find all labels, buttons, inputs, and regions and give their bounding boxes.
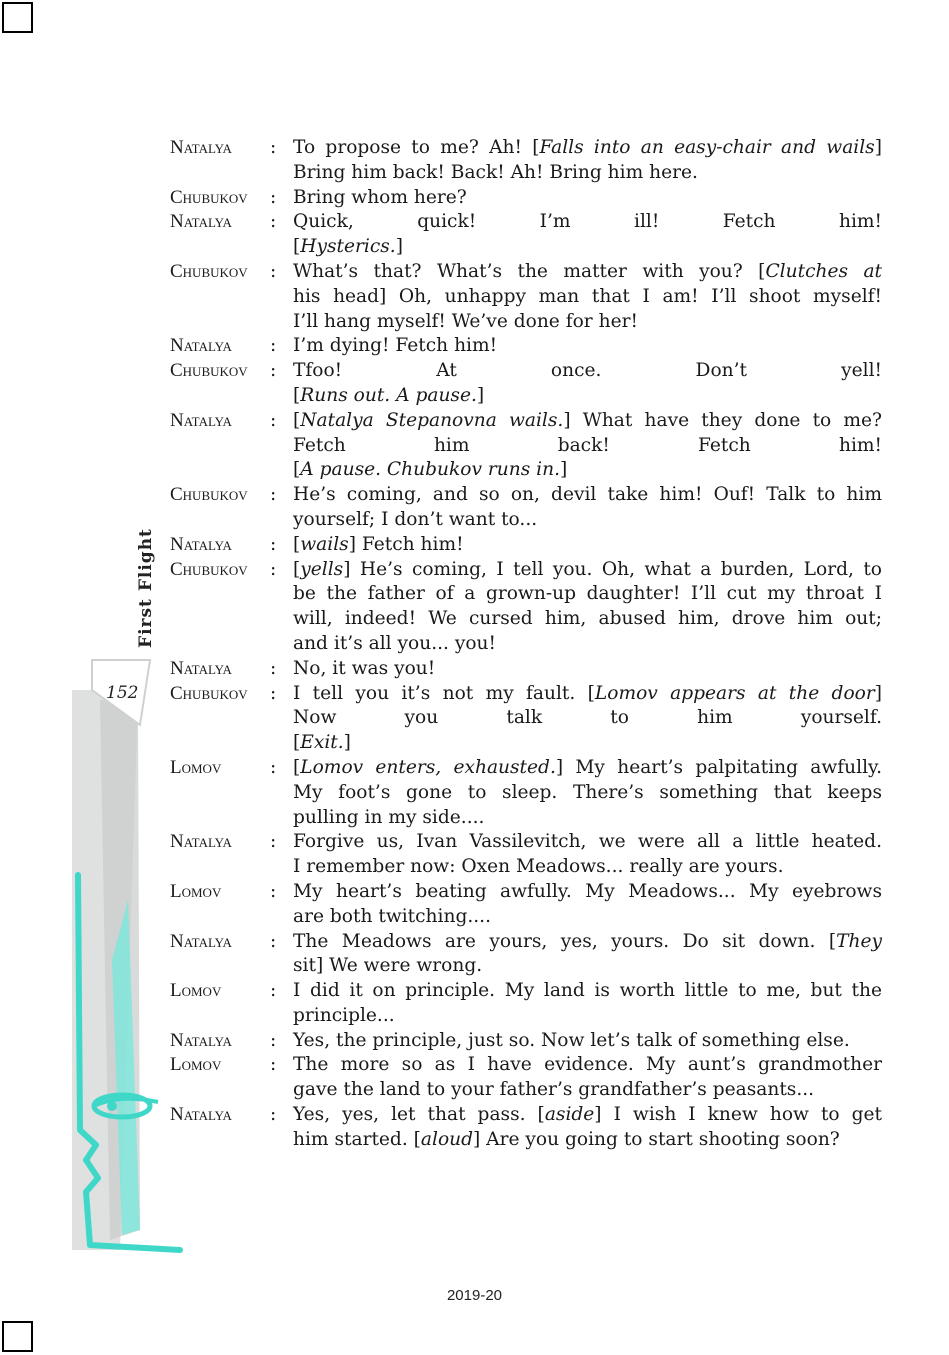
dialogue-line xyxy=(170,334,882,359)
dialogue-text: He’s coming, and so on, devil take him! Ouf! Talk to him xyxy=(293,484,882,506)
dialogue-text: I tell you it’s not my fault. [Lomov appears at the door] xyxy=(293,682,882,704)
dialogue-text: yourself; I don’t want to... xyxy=(293,508,538,530)
speaker-colon: : xyxy=(270,409,277,431)
speaker-colon: : xyxy=(270,682,277,704)
dialogue-line xyxy=(170,1029,882,1054)
speaker-colon: : xyxy=(270,360,277,382)
dialogue-text: I remember now: Oxen Meadows... really are yours. xyxy=(293,856,784,878)
dialogue-line xyxy=(170,632,882,657)
speaker-colon xyxy=(270,508,293,533)
side-title: First Flight xyxy=(136,528,156,648)
dialogue-text: What’s that? What’s the matter with you? [Clutches at xyxy=(293,260,883,282)
speaker-name: Natalya xyxy=(170,657,232,679)
dialogue-line xyxy=(170,409,882,434)
speaker-colon: : xyxy=(270,558,277,580)
speaker-colon xyxy=(270,632,293,657)
dialogue-line xyxy=(170,508,882,533)
dialogue-line xyxy=(170,483,882,508)
dialogue-text: [Hysterics.] xyxy=(293,236,403,258)
dialogue-line xyxy=(170,657,882,682)
dialogue-text: Bring him back! Back! Ah! Bring him here. xyxy=(293,161,698,183)
speaker-name xyxy=(170,582,270,607)
dialogue-text: I did it on principle. My land is worth little to me, but the xyxy=(293,980,882,1002)
dialogue-text: No, it was you! xyxy=(293,657,436,679)
speaker-name xyxy=(170,384,270,409)
speaker-name: Natalya xyxy=(170,930,232,952)
speaker-colon xyxy=(270,1078,293,1103)
speaker-name xyxy=(170,1128,270,1153)
speaker-colon xyxy=(270,905,293,930)
speaker-name xyxy=(170,806,270,831)
dialogue-line xyxy=(170,285,882,310)
dialogue-text: Bring whom here? xyxy=(293,186,467,208)
speaker-name xyxy=(170,161,270,186)
dialogue-text: pulling in my side.... xyxy=(293,806,485,828)
dialogue-text: The Meadows are yours, yes, yours. Do sit down. [They xyxy=(293,930,882,952)
dialogue-text: [A pause. Chubukov runs in.] xyxy=(293,459,568,481)
dialogue-line xyxy=(170,607,882,632)
dialogue-text: his head] Oh, unhappy man that I am! I’ll shoot myself! xyxy=(293,285,882,307)
speaker-colon xyxy=(270,582,293,607)
dialogue-line xyxy=(170,136,882,161)
speaker-name: Natalya xyxy=(170,211,232,233)
speaker-name: Chubukov xyxy=(170,484,248,506)
speaker-name xyxy=(170,1004,270,1029)
speaker-colon: : xyxy=(270,186,277,208)
dialogue-line xyxy=(170,781,882,806)
speaker-colon xyxy=(270,161,293,186)
speaker-name xyxy=(170,905,270,930)
dialogue-text: Now you talk to him yourself. xyxy=(293,707,882,729)
dialogue-text: My heart’s beating awfully. My Meadows... My eyebrows xyxy=(293,880,882,902)
dialogue-text: [Runs out. A pause.] xyxy=(293,384,485,406)
dialogue-line xyxy=(170,1078,882,1103)
speaker-name: Natalya xyxy=(170,533,232,555)
dialogue-line xyxy=(170,706,882,731)
speaker-colon xyxy=(270,706,293,731)
speaker-colon: : xyxy=(270,260,277,282)
speaker-colon xyxy=(270,781,293,806)
speaker-name xyxy=(170,434,270,459)
dialogue-text: principle... xyxy=(293,1004,395,1026)
dialogue-text: My foot’s gone to sleep. There’s something that keeps xyxy=(293,781,882,803)
speaker-name xyxy=(170,285,270,310)
speaker-name: Chubukov xyxy=(170,360,248,382)
speaker-name xyxy=(170,1078,270,1103)
dialogue-text: To propose to me? Ah! [Falls into an easy-chair and wails] xyxy=(293,137,882,158)
speaker-name xyxy=(170,855,270,880)
speaker-name xyxy=(170,607,270,632)
speaker-name xyxy=(170,706,270,731)
speaker-colon: : xyxy=(270,1104,277,1126)
dialogue-line xyxy=(170,731,882,756)
dialogue-line xyxy=(170,930,882,955)
speaker-colon: : xyxy=(270,880,277,902)
speaker-colon: : xyxy=(270,657,277,679)
speaker-colon: : xyxy=(270,484,277,506)
dialogue-line xyxy=(170,434,882,459)
speaker-name: Lomov xyxy=(170,980,222,1002)
dialogue-text: [Lomov enters, exhausted.] My heart’s palpitating awfully. xyxy=(293,756,882,778)
dialogue-line xyxy=(170,954,882,979)
dialogue-line xyxy=(170,458,882,483)
dialogue-text: him started. [aloud] Are you going to start shooting soon? xyxy=(293,1128,840,1150)
speaker-colon: : xyxy=(270,756,277,778)
speaker-colon xyxy=(270,1128,293,1153)
dialogue-text: Fetch him back! Fetch him! xyxy=(293,434,882,456)
dialogue-line xyxy=(170,855,882,880)
speaker-colon: : xyxy=(270,980,277,1002)
dialogue-line xyxy=(170,979,882,1004)
dialogue-line xyxy=(170,1128,882,1153)
dialogue-line xyxy=(170,1053,882,1078)
footer-year: 2019-20 xyxy=(446,1287,503,1304)
speaker-colon xyxy=(270,607,293,632)
dialogue-line xyxy=(170,235,882,260)
dialogue-line xyxy=(170,384,882,409)
dialogue-line xyxy=(170,756,882,781)
speaker-name xyxy=(170,954,270,979)
dialogue-line xyxy=(170,1103,882,1128)
dialogue-text: [wails] Fetch him! xyxy=(293,533,464,555)
speaker-colon: : xyxy=(270,1029,277,1051)
dialogue-text: Forgive us, Ivan Vassilevitch, we were all a little heated. xyxy=(293,831,882,853)
speaker-colon xyxy=(270,458,293,483)
speaker-colon xyxy=(270,285,293,310)
speaker-colon xyxy=(270,855,293,880)
speaker-name xyxy=(170,781,270,806)
speaker-name xyxy=(170,458,270,483)
dialogue-text: I’m dying! Fetch him! xyxy=(293,335,498,357)
dialogue-line xyxy=(170,1004,882,1029)
dialogue-text: will, indeed! We cursed him, abused him, drove him out; xyxy=(293,608,882,630)
dialogue-text: sit] We were wrong. xyxy=(293,955,483,977)
speaker-colon: : xyxy=(270,1054,277,1076)
speaker-colon xyxy=(270,1004,293,1029)
dialogue-line xyxy=(170,310,882,335)
dialogue-line xyxy=(170,582,882,607)
play-dialogue xyxy=(170,136,882,1153)
speaker-name: Natalya xyxy=(170,137,232,158)
dialogue-line xyxy=(170,260,882,285)
speaker-colon xyxy=(270,384,293,409)
speaker-name: Chubukov xyxy=(170,260,248,282)
speaker-colon xyxy=(270,954,293,979)
speaker-name: Chubukov xyxy=(170,186,248,208)
page-number: 152 xyxy=(106,683,139,703)
dialogue-text: Tfoo! At once. Don’t yell! xyxy=(293,360,882,382)
speaker-colon xyxy=(270,434,293,459)
dialogue-text: Yes, the principle, just so. Now let’s talk of something else. xyxy=(293,1029,850,1051)
dialogue-line xyxy=(170,533,882,558)
speaker-name xyxy=(170,310,270,335)
dialogue-text: gave the land to your father’s grandfather’s peasants... xyxy=(293,1079,815,1101)
dialogue-line xyxy=(170,210,882,235)
speaker-name: Natalya xyxy=(170,1104,232,1126)
dialogue-text: and it’s all you... you! xyxy=(293,632,497,654)
speaker-colon: : xyxy=(270,930,277,952)
speaker-colon xyxy=(270,731,293,756)
speaker-name xyxy=(170,235,270,260)
dialogue-line xyxy=(170,682,882,707)
dialogue-text: Yes, yes, let that pass. [aside] I wish I knew how to get xyxy=(293,1104,882,1126)
dialogue-text: [Exit.] xyxy=(293,732,351,754)
speaker-name: Lomov xyxy=(170,1054,222,1076)
speaker-name: Chubukov xyxy=(170,558,248,580)
speaker-colon: : xyxy=(270,831,277,853)
speaker-name: Chubukov xyxy=(170,682,248,704)
speaker-colon: : xyxy=(270,211,277,233)
speaker-colon xyxy=(270,806,293,831)
speaker-name: Lomov xyxy=(170,756,222,778)
dialogue-text: Quick, quick! I’m ill! Fetch him! xyxy=(293,211,882,233)
speaker-name: Natalya xyxy=(170,831,232,853)
dialogue-line xyxy=(170,186,882,211)
dialogue-line xyxy=(170,880,882,905)
speaker-name: Natalya xyxy=(170,409,232,431)
dialogue-text: [Natalya Stepanovna wails.] What have they done to me? xyxy=(293,409,882,431)
speaker-colon: : xyxy=(270,533,277,555)
dialogue-text: be the father of a grown-up daughter! I’ll cut my throat I xyxy=(293,583,882,605)
dialogue-line xyxy=(170,830,882,855)
speaker-colon: : xyxy=(270,137,277,158)
speaker-name: Lomov xyxy=(170,880,222,902)
speaker-name: Natalya xyxy=(170,335,232,357)
dialogue-line xyxy=(170,161,882,186)
speaker-name: Natalya xyxy=(170,1029,232,1051)
speaker-colon xyxy=(270,235,293,260)
dialogue-text: are both twitching.... xyxy=(293,905,492,927)
speaker-name xyxy=(170,508,270,533)
speaker-name xyxy=(170,731,270,756)
speaker-name xyxy=(170,632,270,657)
dialogue-text: [yells] He’s coming, I tell you. Oh, what a burden, Lord, to xyxy=(293,558,882,580)
dialogue-line xyxy=(170,905,882,930)
dialogue-line xyxy=(170,359,882,384)
speaker-colon: : xyxy=(270,335,277,357)
dialogue-text: I’ll hang myself! We’ve done for her! xyxy=(293,310,638,332)
dialogue-line xyxy=(170,558,882,583)
dialogue-line xyxy=(170,806,882,831)
dialogue-text: The more so as I have evidence. My aunt’s grandmother xyxy=(293,1054,882,1076)
speaker-colon xyxy=(270,310,293,335)
